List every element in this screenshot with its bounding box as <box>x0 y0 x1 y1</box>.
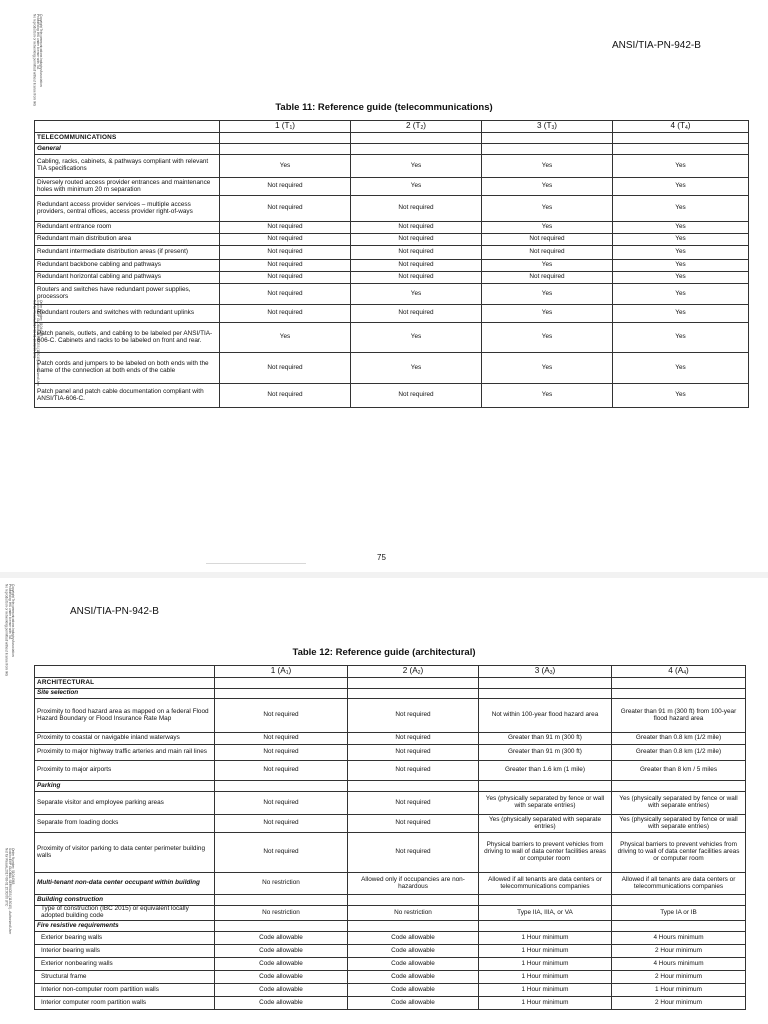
tier-value-cell: Allowed if all tenants are data centers or telecommunications companies <box>479 873 612 895</box>
empty-cell <box>479 781 612 792</box>
tier-value-cell: Code allowable <box>215 984 348 997</box>
tier-value-cell: Yes <box>613 260 749 272</box>
tier-value-cell: Yes <box>613 155 749 178</box>
empty-cell <box>220 144 351 155</box>
document-header: ANSI/TIA-PN-942-B <box>612 40 701 51</box>
empty-cell <box>613 133 749 144</box>
column-header: 2 $(A_2)$ <box>348 666 479 678</box>
tier-value-cell: Not required <box>348 815 479 833</box>
requirement-label: Patch cords and jumpers to be labeled on both ends with the name of the connection at both ends of the cable <box>35 353 220 384</box>
requirement-label: Redundant entrance room <box>35 222 220 234</box>
tier-value-cell: Yes <box>482 260 613 272</box>
tier-value-cell: Not required <box>348 761 479 781</box>
tier-value-cell: Greater than 1.6 km (1 mile) <box>479 761 612 781</box>
subsection-row <box>35 921 746 932</box>
tier-value-cell: Greater than 0.8 km (1/2 mile) <box>612 733 746 745</box>
column-header-row <box>35 121 749 133</box>
tier-value-cell: Code allowable <box>348 971 479 984</box>
tier-value-cell: 1 Hour minimum <box>479 971 612 984</box>
tier-value-cell: Greater than 91 m (300 ft) <box>479 733 612 745</box>
tier-value-cell: Yes <box>613 272 749 284</box>
section-row <box>35 678 746 689</box>
empty-cell <box>348 781 479 792</box>
tier-value-cell: Code allowable <box>348 984 479 997</box>
empty-cell <box>348 895 479 906</box>
tier-value-cell: Yes <box>220 155 351 178</box>
tier-value-cell: Code allowable <box>348 997 479 1010</box>
subsection-label: General <box>35 144 220 155</box>
tier-value-cell: Code allowable <box>348 945 479 958</box>
requirement-label: Proximity to major highway traffic arteries and main rail lines <box>35 745 215 761</box>
tier-value-cell: Not required <box>220 178 351 196</box>
tier-value-cell: Not required <box>351 305 482 323</box>
empty-cell <box>479 689 612 699</box>
column-header: 3 $(A_3)$ <box>479 666 612 678</box>
tier-value-cell: Not required <box>215 761 348 781</box>
tier-value-cell: Greater than 91 m (300 ft) <box>479 745 612 761</box>
table-row <box>35 984 746 997</box>
empty-cell <box>215 781 348 792</box>
empty-cell <box>215 678 348 689</box>
table-caption: Table 11: Reference guide (telecommunications) <box>275 102 493 113</box>
requirement-label: Structural frame <box>35 971 215 984</box>
tier-value-cell: Greater than 8 km / 5 miles <box>612 761 746 781</box>
table-row <box>35 733 746 745</box>
tier-value-cell: 1 Hour minimum <box>479 984 612 997</box>
tier-value-cell: 4 Hours minimum <box>612 958 746 971</box>
tier-value-cell: Yes <box>482 384 613 408</box>
tier-value-cell: Yes <box>482 196 613 222</box>
table-row <box>35 155 749 178</box>
tier-value-cell: Yes <box>482 323 613 353</box>
requirement-label: Proximity to flood hazard area as mapped on a federal Flood Hazard Boundary or Flood Insurance Rate Map <box>35 699 215 733</box>
tier-value-cell: Yes <box>613 222 749 234</box>
tier-value-cell: Physical barriers to prevent vehicles from driving to wall of data center facilities areas or computer room <box>479 833 612 873</box>
tier-value-cell: Yes <box>482 178 613 196</box>
tier-value-cell: Not required <box>348 699 479 733</box>
tier-value-cell: Not required <box>220 272 351 284</box>
page-footer-rule <box>206 563 306 564</box>
tier-value-cell: Not required <box>215 792 348 815</box>
requirement-label: Redundant intermediate distribution areas (if present) <box>35 246 220 260</box>
tier-value-cell: Not required <box>348 745 479 761</box>
column-header <box>35 121 220 133</box>
table-row <box>35 873 746 895</box>
requirement-label: Separate visitor and employee parking areas <box>35 792 215 815</box>
tier-value-cell: Not required <box>351 234 482 246</box>
tier-value-cell: 2 Hour minimum <box>612 997 746 1010</box>
tier-value-cell: Not required <box>220 305 351 323</box>
empty-cell <box>215 895 348 906</box>
column-header: 4 $(T_4)$ <box>613 121 749 133</box>
tier-value-cell: 1 Hour minimum <box>479 945 612 958</box>
empty-cell <box>348 689 479 699</box>
requirement-label: Redundant horizontal cabling and pathways <box>35 272 220 284</box>
tier-value-cell: Yes <box>613 178 749 196</box>
tier-value-cell: Yes <box>351 178 482 196</box>
empty-cell <box>479 895 612 906</box>
requirement-label: Separate from loading docks <box>35 815 215 833</box>
tier-value-cell: Code allowable <box>348 932 479 945</box>
subsection-row <box>35 689 746 699</box>
table-row <box>35 945 746 958</box>
tier-value-cell: Yes <box>613 196 749 222</box>
document-header: ANSI/TIA-PN-942-B <box>70 606 159 617</box>
table-row <box>35 305 749 323</box>
column-header-row <box>35 666 746 678</box>
tier-value-cell: Yes <box>613 246 749 260</box>
table-row <box>35 932 746 945</box>
empty-cell <box>612 678 746 689</box>
table-row <box>35 222 749 234</box>
tier-value-cell: Yes <box>613 234 749 246</box>
table-row <box>35 971 746 984</box>
column-header: 1 $(T_1)$ <box>220 121 351 133</box>
empty-cell <box>348 921 479 932</box>
tier-value-cell: Not required <box>215 833 348 873</box>
subsection-label: Parking <box>35 781 215 792</box>
table-row <box>35 178 749 196</box>
tier-value-cell: Yes <box>482 305 613 323</box>
tier-value-cell: Yes <box>351 323 482 353</box>
tier-value-cell: 2 Hour minimum <box>612 971 746 984</box>
tier-value-cell: 1 Hour minimum <box>479 997 612 1010</box>
tier-value-cell: Yes <box>482 155 613 178</box>
table-row <box>35 699 746 733</box>
subsection-row <box>35 895 746 906</box>
requirement-label: Exterior bearing walls <box>35 932 215 945</box>
requirement-label: Interior computer room partition walls <box>35 997 215 1010</box>
tier-value-cell: Yes <box>482 284 613 305</box>
requirement-label: Interior non-computer room partition walls <box>35 984 215 997</box>
table-row <box>35 234 749 246</box>
tier-value-cell: Not required <box>351 272 482 284</box>
table-row <box>35 353 749 384</box>
tier-value-cell: Not required <box>351 260 482 272</box>
table-row <box>35 246 749 260</box>
tier-value-cell: Code allowable <box>215 958 348 971</box>
requirement-label: Redundant main distribution area <box>35 234 220 246</box>
table-row <box>35 761 746 781</box>
architectural-reference-table <box>34 665 746 1010</box>
order-note: Order Number: 01044363 Sold to:EVP GLOBAL SERVICES [113010] - Authorized User Not for Resale,2017-08-01 15:00:00 UTC <box>32 300 44 387</box>
tier-value-cell: Allowed if all tenants are data centers or telecommunications companies <box>612 873 746 895</box>
tier-value-cell: Not required <box>220 260 351 272</box>
tier-value-cell: Yes (physically separated with separate entries) <box>479 815 612 833</box>
requirement-label: Redundant backbone cabling and pathways <box>35 260 220 272</box>
requirement-label: Proximity of visitor parking to data center perimeter building walls <box>35 833 215 873</box>
section-label: TELECOMMUNICATIONS <box>35 133 220 144</box>
subsection-row <box>35 144 749 155</box>
tier-value-cell: Physical barriers to prevent vehicles from driving to wall of data center facilities areas or computer room <box>612 833 746 873</box>
table-row <box>35 833 746 873</box>
tier-value-cell: Code allowable <box>215 932 348 945</box>
tier-value-cell: Not required <box>348 833 479 873</box>
table-row <box>35 196 749 222</box>
tier-value-cell: No restriction <box>348 906 479 921</box>
tier-value-cell: Not required <box>351 222 482 234</box>
tier-value-cell: Yes <box>613 305 749 323</box>
empty-cell <box>351 144 482 155</box>
tier-value-cell: Code allowable <box>215 971 348 984</box>
empty-cell <box>612 689 746 699</box>
requirement-label: Patch panels, outlets, and cabling to be labeled per ANSI/TIA-606-C. Cabinets and racks to be labeled on front and rear. <box>35 323 220 353</box>
requirement-label: Exterior nonbearing walls <box>35 958 215 971</box>
tier-value-cell: Code allowable <box>215 997 348 1010</box>
tier-value-cell: Not required <box>220 284 351 305</box>
tier-value-cell: Not required <box>482 246 613 260</box>
table-row <box>35 260 749 272</box>
tier-value-cell: Type IIA, IIIA, or VA <box>479 906 612 921</box>
table-row <box>35 906 746 921</box>
tier-value-cell: 4 Hours minimum <box>612 932 746 945</box>
tier-value-cell: Yes (physically separated by fence or wall with separate entries) <box>612 792 746 815</box>
tier-value-cell: Code allowable <box>348 958 479 971</box>
tier-value-cell: Yes <box>351 155 482 178</box>
requirement-label: Interior bearing walls <box>35 945 215 958</box>
empty-cell <box>612 921 746 932</box>
empty-cell <box>479 921 612 932</box>
tier-value-cell: Not required <box>220 384 351 408</box>
table-row <box>35 745 746 761</box>
telecom-reference-table <box>34 120 749 408</box>
tier-value-cell: No restriction <box>215 906 348 921</box>
tier-value-cell: Greater than 0.8 km (1/2 mile) <box>612 745 746 761</box>
column-header: 2 $(T_2)$ <box>351 121 482 133</box>
table-row <box>35 384 749 408</box>
requirement-label: Multi-tenant non-data center occupant within building <box>35 873 215 895</box>
table-row <box>35 272 749 284</box>
tier-value-cell: No restriction <box>215 873 348 895</box>
column-header: 1 $(A_1)$ <box>215 666 348 678</box>
tier-value-cell: Not required <box>220 234 351 246</box>
tier-value-cell: Yes <box>220 323 351 353</box>
tier-value-cell: Yes <box>351 353 482 384</box>
tier-value-cell: Not required <box>220 353 351 384</box>
tier-value-cell: Yes <box>613 384 749 408</box>
tier-value-cell: 1 Hour minimum <box>479 932 612 945</box>
empty-cell <box>348 678 479 689</box>
table-caption: Table 12: Reference guide (architectural) <box>292 647 476 658</box>
tier-value-cell: Yes (physically separated by fence or wall with separate entries) <box>479 792 612 815</box>
column-header <box>35 666 215 678</box>
tier-value-cell: Yes <box>482 353 613 384</box>
tier-value-cell: Not required <box>220 196 351 222</box>
tier-value-cell: 1 Hour minimum <box>612 984 746 997</box>
tier-value-cell: Not required <box>348 792 479 815</box>
section-row <box>35 133 749 144</box>
table-row <box>35 792 746 815</box>
table-row <box>35 815 746 833</box>
subsection-row <box>35 781 746 792</box>
copyright-note: Copyright Telecommunications Industry Association Provided by IHS under license with TIA No reproduction or networking permitted without license from IHS <box>32 14 44 107</box>
requirement-label: Proximity to coastal or navigable inland waterways <box>35 733 215 745</box>
tier-value-cell: 2 Hour minimum <box>612 945 746 958</box>
empty-cell <box>479 678 612 689</box>
empty-cell <box>612 895 746 906</box>
tier-value-cell: Not required <box>482 272 613 284</box>
empty-cell <box>215 689 348 699</box>
empty-cell <box>612 781 746 792</box>
tier-value-cell: Not required <box>351 246 482 260</box>
empty-cell <box>482 133 613 144</box>
requirement-label: Diversely routed access provider entrances and maintenance holes with minimum 20 m separation <box>35 178 220 196</box>
requirement-label: Cabling, racks, cabinets, & pathways compliant with relevant TIA specifications <box>35 155 220 178</box>
tier-value-cell: Greater than 91 m (300 ft) from 100-year flood hazard area <box>612 699 746 733</box>
table-row <box>35 284 749 305</box>
tier-value-cell: Not required <box>215 733 348 745</box>
tier-value-cell: Yes <box>613 353 749 384</box>
table-row <box>35 323 749 353</box>
copyright-note: Copyright Telecommunications Industry Association Provided by IHS under license with TIA No reproduction or networking permitted without license from IHS <box>4 584 16 677</box>
tier-value-cell: Not required <box>220 222 351 234</box>
tier-value-cell: 1 Hour minimum <box>479 958 612 971</box>
tier-value-cell: Not required <box>215 815 348 833</box>
section-label: ARCHITECTURAL <box>35 678 215 689</box>
tier-value-cell: Allowed only if occupancies are non-hazardous <box>348 873 479 895</box>
tier-value-cell: Not required <box>215 699 348 733</box>
tier-value-cell: Not required <box>351 384 482 408</box>
tier-value-cell: Not required <box>482 234 613 246</box>
requirement-label: Type of construction (IBC 2015) or equivalent locally adopted building code <box>35 906 215 921</box>
subsection-label: Building construction <box>35 895 215 906</box>
tier-value-cell: Not required <box>215 745 348 761</box>
requirement-label: Routers and switches have redundant power supplies, processors <box>35 284 220 305</box>
subsection-label: Fire resistive requirements <box>35 921 215 932</box>
empty-cell <box>613 144 749 155</box>
empty-cell <box>220 133 351 144</box>
tier-value-cell: Code allowable <box>215 945 348 958</box>
table-row <box>35 997 746 1010</box>
column-header: 4 $(A_4)$ <box>612 666 746 678</box>
tier-value-cell: Yes <box>351 284 482 305</box>
subsection-label: Site selection <box>35 689 215 699</box>
tier-value-cell: Yes (physically separated by fence or wall with separate entries) <box>612 815 746 833</box>
requirement-label: Redundant access provider services – multiple access providers, central offices, access provider right-of-ways <box>35 196 220 222</box>
table-row <box>35 958 746 971</box>
tier-value-cell: Not within 100-year flood hazard area <box>479 699 612 733</box>
tier-value-cell: Type IA or IB <box>612 906 746 921</box>
requirement-label: Proximity to major airports <box>35 761 215 781</box>
requirement-label: Patch panel and patch cable documentation compliant with ANSI/TIA-606-C. <box>35 384 220 408</box>
tier-value-cell: Not required <box>351 196 482 222</box>
column-header: 3 $(T_3)$ <box>482 121 613 133</box>
tier-value-cell: Yes <box>482 222 613 234</box>
tier-value-cell: Yes <box>613 284 749 305</box>
requirement-label: Redundant routers and switches with redundant uplinks <box>35 305 220 323</box>
tier-value-cell: Not required <box>220 246 351 260</box>
page-number: 75 <box>377 553 386 562</box>
empty-cell <box>482 144 613 155</box>
empty-cell <box>351 133 482 144</box>
empty-cell <box>215 921 348 932</box>
document-page-2 <box>0 578 768 1024</box>
tier-value-cell: Not required <box>348 733 479 745</box>
order-note: Order Number: 01044363 Sold to:EVP GLOBAL SERVICES [113010] - Authorized User Not for Resale,2017-08-01 15:00:00 UTC <box>4 848 16 935</box>
tier-value-cell: Yes <box>613 323 749 353</box>
